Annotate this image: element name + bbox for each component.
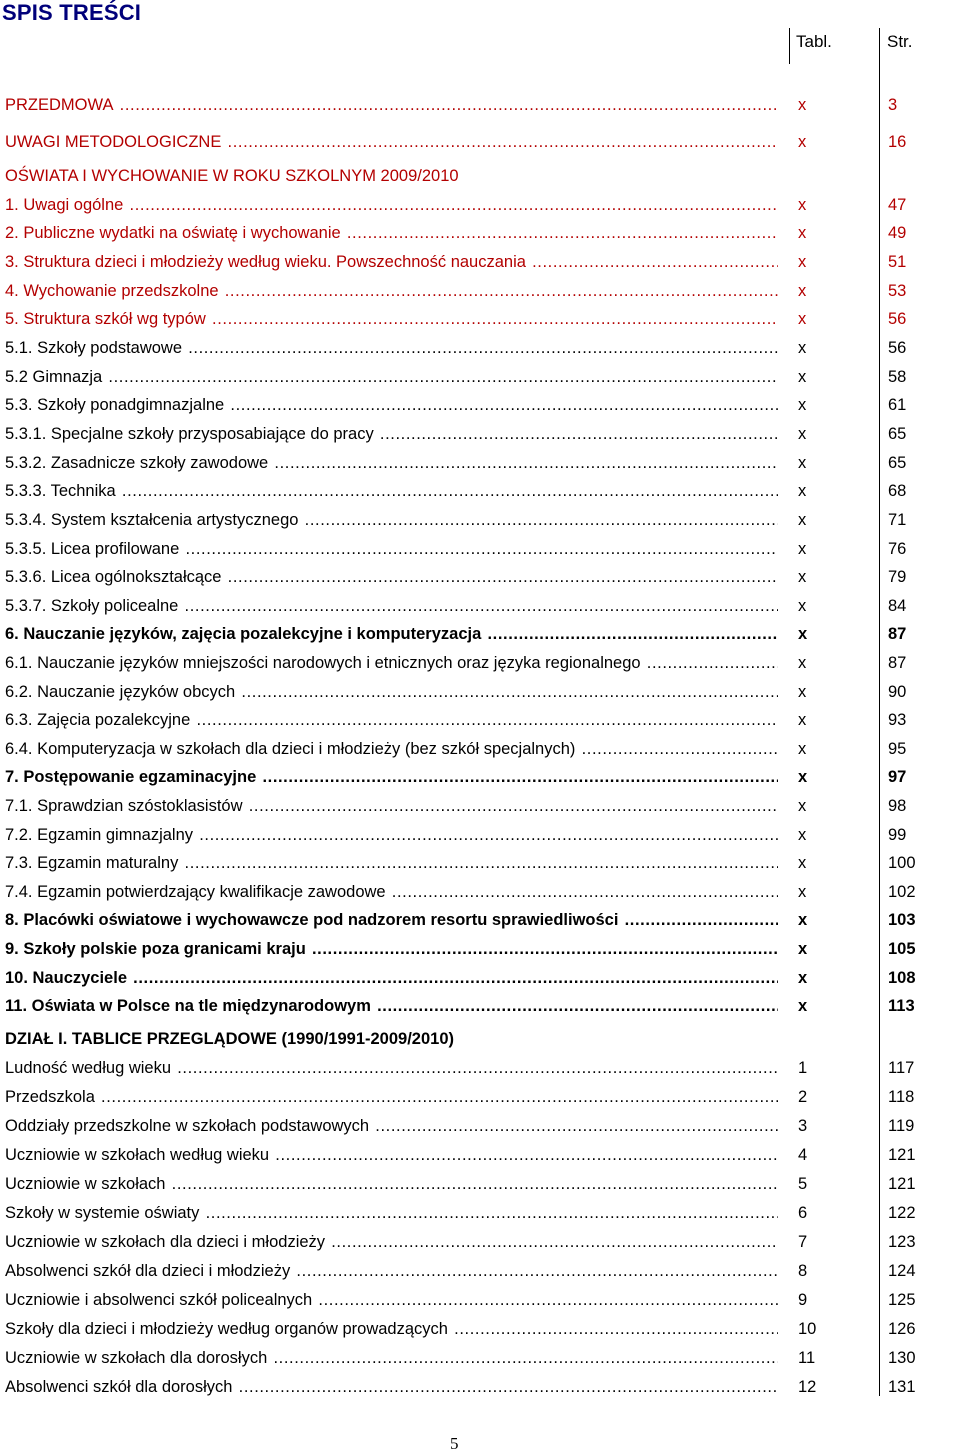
toc-entry-label [5,307,778,331]
toc-entry-label [5,851,778,875]
toc-entry-page: 51 [888,253,907,271]
toc-entry-title: 5.3.7. Szkoły policealne [5,597,179,615]
toc-entry-title: Uczniowie i absolwenci szkół policealnych [5,1291,313,1309]
toc-entry [5,307,955,331]
toc-entry [5,1027,955,1051]
toc-entry-title: 9. Szkoły polskie poza granicami kraju [5,940,306,958]
page-number: 5 [450,1434,459,1453]
toc-entry-label [5,193,778,217]
toc-entry-page: 121 [888,1175,916,1193]
toc-entry-table-ref: x [798,540,807,558]
toc-entry-label [5,880,778,904]
toc-entry-page: 68 [888,482,907,500]
toc-entry-table-ref: 2 [798,1088,808,1106]
toc-entry [5,565,955,589]
toc-entry-title: 5.3.2. Zasadnicze szkoły zawodowe [5,454,269,472]
toc-entry-label [5,1056,778,1080]
toc-entry-table-ref: 6 [798,1204,808,1222]
toc-entry-page: 121 [888,1146,916,1164]
toc-entry-title: OŚWIATA I WYCHOWANIE W ROKU SZKOLNYM 2009/2010 [5,167,459,185]
toc-entry-title: Uczniowie w szkołach dla dzieci i młodzieży [5,1233,326,1251]
toc-entry-title: 5.3. Szkoły ponadgimnazjalne [5,396,225,414]
toc-entry-page: 53 [888,282,907,300]
toc-entry-label [5,1114,778,1138]
toc-entry-title: 5.3.4. System kształcenia artystycznego [5,511,299,529]
toc-entry [5,1143,955,1167]
toc-entry-table-ref: x [798,96,807,114]
toc-entry-table-ref: x [798,740,807,758]
toc-entry-label [5,508,778,532]
toc-entry-label [5,994,778,1018]
toc-entry-page: 58 [888,368,907,386]
toc-entry-page: 87 [888,654,907,672]
toc-entry-title: Absolwenci szkół dla dorosłych [5,1378,233,1396]
toc-entry-table-ref: 9 [798,1291,808,1309]
toc-entry-table-ref: x [798,282,807,300]
toc-entry-title: 6.4. Komputeryzacja w szkołach dla dzieci i młodzieży (bez szkół specjalnych) [5,740,576,758]
toc-entry-page: 123 [888,1233,916,1251]
toc-entry-page: 65 [888,425,907,443]
toc-entry [5,164,955,188]
toc-entry [5,93,955,117]
toc-entry-title: Ludność według wieku [5,1059,172,1077]
toc-entry-label [5,1230,778,1254]
toc-entry [5,1056,955,1080]
column-divider-left [789,28,790,64]
toc-entry-table-ref: x [798,768,808,786]
toc-entry-page: 95 [888,740,907,758]
toc-entry-title: 5.3.1. Specjalne szkoły przysposabiające do pracy [5,425,374,443]
toc-entry-label [5,1288,778,1312]
toc-entry-page: 71 [888,511,907,529]
toc-entry-page: 56 [888,310,907,328]
toc-entry-page: 87 [888,625,907,643]
toc-entry-label [5,1172,778,1196]
toc-entry-title: 5.3.3. Technika [5,482,116,500]
toc-entry-table-ref: 3 [798,1117,808,1135]
toc-entry [5,1172,955,1196]
toc-entry [5,851,955,875]
toc-entry-page: 102 [888,883,916,901]
toc-entry [5,508,955,532]
toc-entry-title: Przedszkola [5,1088,95,1106]
toc-entry-label [5,1143,778,1167]
toc-entry [5,622,955,646]
toc-entry-label [5,164,778,188]
toc-entry-title: 5.3.5. Licea profilowane [5,540,180,558]
toc-entry-label [5,279,778,303]
toc-entry-title: 7.1. Sprawdzian szóstoklasistów [5,797,243,815]
toc-entry-label [5,393,778,417]
toc-entry [5,994,955,1018]
toc-entry-label [5,594,778,618]
toc-entry-label [5,422,778,446]
toc-entry-label [5,130,778,154]
toc-entry [5,1201,955,1225]
toc-entry-label [5,451,778,475]
toc-entry-page: 84 [888,597,907,615]
toc-entry-table-ref: x [798,940,808,958]
toc-entry-table-ref: x [798,683,807,701]
toc-entry-page: 99 [888,826,907,844]
toc-entry-page: 130 [888,1349,916,1367]
toc-entry-title: Szkoły w systemie oświaty [5,1204,200,1222]
toc-entry [5,537,955,561]
toc-entry-page: 76 [888,540,907,558]
toc-entry-table-ref: x [798,597,807,615]
toc-entry-title: 4. Wychowanie przedszkolne [5,282,219,300]
toc-entry [5,393,955,417]
toc-entry-label [5,479,778,503]
toc-entry-page: 79 [888,568,907,586]
toc-entry-table-ref: x [798,425,807,443]
toc-entry-label [5,794,778,818]
toc-entry-label [5,651,778,675]
toc-entry-page: 131 [888,1378,916,1396]
toc-entry-label [5,537,778,561]
toc-entry [5,966,955,990]
toc-entry-label [5,1346,778,1370]
toc-entry-table-ref: 7 [798,1233,808,1251]
toc-entry [5,193,955,217]
toc-entry-title: 7.3. Egzamin maturalny [5,854,179,872]
toc-entry [5,422,955,446]
toc-entry-label [5,737,778,761]
toc-entry [5,1114,955,1138]
toc-entry-table-ref: x [798,625,808,643]
toc-entry-page: 105 [888,940,916,958]
toc-entry-title: Oddziały przedszkolne w szkołach podstawowych [5,1117,370,1135]
toc-entry-page: 97 [888,768,907,786]
toc-entry-page: 100 [888,854,916,872]
toc-entry-label [5,765,778,789]
toc-entry-label [5,823,778,847]
toc-entry-table-ref: x [798,196,807,214]
toc-entry-title: 5.3.6. Licea ogólnokształcące [5,568,222,586]
toc-entry [5,1085,955,1109]
toc-entry [5,451,955,475]
toc-entry-page: 3 [888,96,898,114]
toc-entry-title: Uczniowie w szkołach [5,1175,166,1193]
toc-entry-table-ref: x [798,454,807,472]
toc-entry-label [5,93,778,117]
toc-entry [5,1317,955,1341]
toc-entry-title: 10. Nauczyciele [5,969,127,987]
toc-entry-table-ref: x [798,253,807,271]
toc-entry-title: DZIAŁ I. TABLICE PRZEGLĄDOWE (1990/1991-2009/2010) [5,1030,454,1048]
toc-entry-label [5,1085,778,1109]
toc-entry-title: 6.1. Nauczanie języków mniejszości narodowych i etnicznych oraz języka regionalnego [5,654,641,672]
toc-entry-table-ref: 8 [798,1262,808,1280]
toc-entry-page: 61 [888,396,907,414]
toc-entry-table-ref: 4 [798,1146,808,1164]
toc-entry-table-ref: x [798,310,807,328]
toc-entry-page: 122 [888,1204,916,1222]
toc-entry-page: 103 [888,911,916,929]
toc-entry-page: 65 [888,454,907,472]
toc-entry [5,908,955,932]
toc-entry-page: 118 [888,1088,915,1106]
toc-entry-label [5,250,778,274]
toc-entry [5,1288,955,1312]
toc-entry-table-ref: x [798,797,807,815]
toc-entry-table-ref: x [798,224,807,242]
toc-entry [5,365,955,389]
toc-entry [5,594,955,618]
toc-entry-label [5,622,778,646]
toc-entry-table-ref: x [798,396,807,414]
toc-entry-table-ref: x [798,511,807,529]
toc-entry-title: 3. Struktura dzieci i młodzieży według wieku. Powszechność nauczania [5,253,526,271]
toc-entry-page: 98 [888,797,907,815]
toc-entry [5,880,955,904]
toc-entry-title: 7.2. Egzamin gimnazjalny [5,826,194,844]
toc-entry-title: 7.4. Egzamin potwierdzający kwalifikacje zawodowe [5,883,386,901]
toc-entry [5,336,955,360]
toc-entry [5,737,955,761]
toc-entry-table-ref: x [798,133,807,151]
toc-entry-table-ref: x [798,854,807,872]
toc-entry [5,651,955,675]
toc-entry-label [5,937,778,961]
toc-entry [5,708,955,732]
toc-entry-title: 11. Oświata w Polsce na tle międzynarodowym [5,997,371,1015]
toc-entry-table-ref: 11 [798,1349,816,1367]
toc-entry-page: 125 [888,1291,916,1309]
toc-entry-title: 6. Nauczanie języków, zajęcia pozalekcyjne i komputeryzacja [5,625,482,643]
toc-entry-table-ref: 10 [798,1320,817,1338]
toc-entry-title: 5. Struktura szkół wg typów [5,310,206,328]
toc-entry-label [5,1027,778,1051]
toc-entry-title: 7. Postępowanie egzaminacyjne [5,768,257,786]
toc-entry-label [5,966,778,990]
toc-entry-label [5,1317,778,1341]
toc-entry [5,1259,955,1283]
toc-entry-page: 126 [888,1320,916,1338]
toc-entry-page: 119 [888,1117,915,1135]
toc-entry [5,130,955,154]
toc-entry-page: 47 [888,196,907,214]
toc-entry-title: Absolwenci szkół dla dzieci i młodzieży [5,1262,291,1280]
toc-entry-label [5,565,778,589]
toc-entry [5,1375,955,1399]
toc-entry-page: 117 [888,1059,915,1077]
toc-entry [5,765,955,789]
toc-entry-title: 8. Placówki oświatowe i wychowawcze pod nadzorem resortu sprawiedliwości [5,911,619,929]
toc-entry-label [5,908,778,932]
toc-entry-label [5,680,778,704]
toc-entry-page: 56 [888,339,907,357]
toc-entry [5,680,955,704]
toc-entry-page: 90 [888,683,907,701]
toc-entry-table-ref: x [798,711,807,729]
toc-entry-label [5,1375,778,1399]
toc-entry-title: 6.3. Zajęcia pozalekcyjne [5,711,191,729]
toc-entry-table-ref: x [798,997,808,1015]
toc-entry-label [5,708,778,732]
toc-entry-title: 5.1. Szkoły podstawowe [5,339,183,357]
toc-entry-table-ref: x [798,482,807,500]
toc-entry-title: UWAGI METODOLOGICZNE [5,133,222,151]
toc-entry-label [5,365,778,389]
toc-entry-label [5,221,778,245]
toc-entry [5,279,955,303]
toc-entry-table-ref: 5 [798,1175,808,1193]
toc-entry-page: 108 [888,969,916,987]
toc-entry-label [5,1259,778,1283]
toc-entry-title: 5.2 Gimnazja [5,368,103,386]
toc-entry-page: 113 [888,997,915,1015]
page-title: SPIS TREŚCI [2,0,142,25]
toc-entry-table-ref: x [798,911,808,929]
column-header-tabl: Tabl. [796,32,832,51]
toc-entry [5,1346,955,1370]
toc-entry [5,221,955,245]
toc-entry-table-ref: 12 [798,1378,817,1396]
toc-entry-page: 49 [888,224,907,242]
toc-entry-table-ref: x [798,826,807,844]
toc-entry-label [5,336,778,360]
toc-entry [5,937,955,961]
toc-entry-table-ref: x [798,969,808,987]
toc-entry-table-ref: x [798,568,807,586]
toc-entry [5,823,955,847]
toc-entry-title: 2. Publiczne wydatki na oświatę i wychowanie [5,224,341,242]
toc-entry-title: Uczniowie w szkołach dla dorosłych [5,1349,268,1367]
toc-entry-title: 6.2. Nauczanie języków obcych [5,683,236,701]
toc-entry [5,250,955,274]
toc-entry-title: Szkoły dla dzieci i młodzieży według organów prowadzących [5,1320,448,1338]
toc-entry [5,794,955,818]
toc-entry-table-ref: x [798,368,807,386]
toc-entry-title: 1. Uwagi ogólne [5,196,124,214]
toc-entry-table-ref: x [798,654,807,672]
toc-entry-title: Uczniowie w szkołach według wieku [5,1146,270,1164]
toc-entry [5,1230,955,1254]
toc-entry-page: 124 [888,1262,916,1280]
toc-entry-page: 93 [888,711,907,729]
toc-entry-table-ref: x [798,883,807,901]
toc-entry-title: PRZEDMOWA [5,96,114,114]
toc-entry-table-ref: 1 [798,1059,808,1077]
column-header-str: Str. [887,32,913,51]
toc-entry-table-ref: x [798,339,807,357]
toc-entry [5,479,955,503]
toc-entry-label [5,1201,778,1225]
toc-entry-page: 16 [888,133,907,151]
